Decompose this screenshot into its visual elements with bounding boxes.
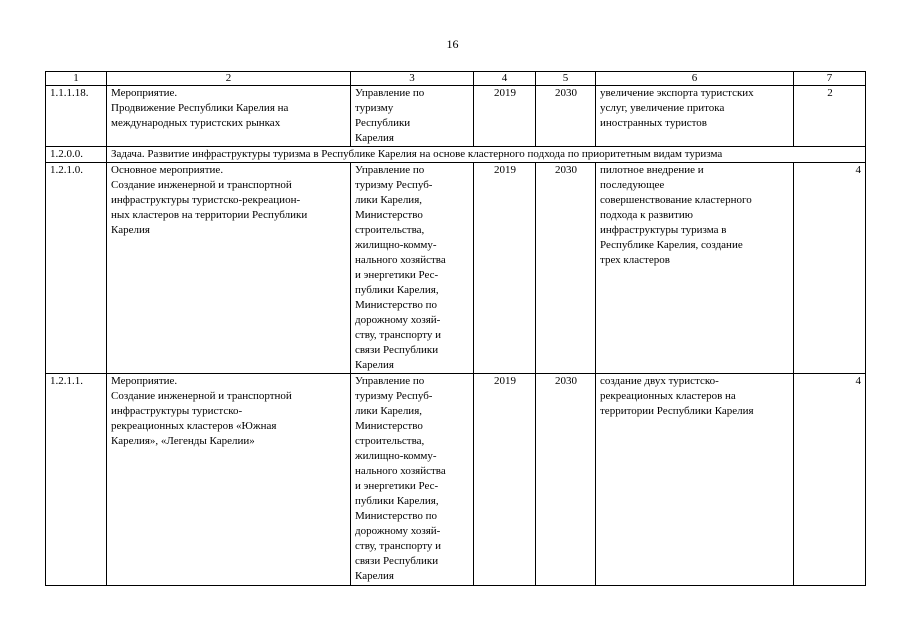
executor-line: Министерство по — [355, 510, 437, 522]
executor-line: жилищно-комму- — [355, 239, 437, 251]
result-line: рекреационных кластеров на — [600, 390, 736, 402]
name-line: Мероприятие. — [111, 87, 178, 99]
table-row — [46, 374, 866, 586]
result-line: совершенствование кластерного — [600, 194, 752, 206]
executor-line: ству, транспорту и — [355, 540, 442, 552]
executor-line: туризму — [355, 102, 394, 114]
executor-line: Республики — [355, 117, 411, 129]
executor-line: и энергетики Рес- — [355, 480, 439, 492]
executor-line: связи Республики — [355, 555, 439, 567]
row-name — [107, 86, 351, 147]
executor-line: туризму Респуб- — [355, 179, 433, 191]
executor-line: туризму Респуб- — [355, 390, 433, 402]
header-cell: 5 — [536, 72, 596, 86]
name-line: международных туристских рынках — [111, 117, 281, 129]
page-number: 16 — [446, 37, 459, 51]
executor-line: нального хозяйства — [355, 254, 446, 266]
executor-line: лики Карелия, — [355, 194, 422, 206]
header-cell: 1 — [46, 72, 107, 86]
result-line: трех кластеров — [600, 254, 670, 266]
table-row — [46, 163, 866, 374]
name-line: Продвижение Республики Карелия на — [111, 102, 289, 114]
executor-line: и энергетики Рес- — [355, 269, 439, 281]
executor-line: строительства, — [355, 435, 425, 447]
executor-line: дорожному хозяй- — [355, 525, 441, 537]
row-start-year: 2019 — [474, 374, 536, 586]
program-table — [45, 71, 866, 586]
executor-line: дорожному хозяй- — [355, 314, 441, 326]
row-code: 1.1.1.18. — [46, 86, 107, 147]
result-line: подхода к развитию — [600, 209, 693, 221]
row-start-year: 2019 — [474, 86, 536, 147]
row-code: 1.2.0.0. — [46, 147, 107, 163]
executor-line: публики Карелия, — [355, 495, 439, 507]
row-indicator: 2 — [794, 86, 866, 147]
executor-line: Управление по — [355, 87, 425, 99]
row-result — [596, 86, 794, 147]
header-cell: 7 — [794, 72, 866, 86]
result-line: пилотное внедрение и — [600, 164, 704, 176]
row-end-year: 2030 — [536, 374, 596, 586]
row-start-year: 2019 — [474, 163, 536, 374]
result-line: иностранных туристов — [600, 117, 707, 129]
executor-line: связи Республики — [355, 344, 439, 356]
executor-line: Карелия — [355, 570, 394, 582]
result-line: территории Республики Карелия — [600, 405, 754, 417]
row-code: 1.2.1.0. — [46, 163, 107, 374]
header-cell: 6 — [596, 72, 794, 86]
table-header-row — [46, 72, 866, 86]
task-title: Задача. Развитие инфраструктуры туризма в Республике Карелия на основе кластерного подхода по приоритетным видам туризма — [107, 147, 866, 163]
row-result — [596, 163, 794, 374]
row-end-year: 2030 — [536, 86, 596, 147]
executor-line: Министерство по — [355, 299, 437, 311]
executor-line: Министерство — [355, 209, 423, 221]
name-line: инфраструктуры туристско- — [111, 405, 243, 417]
header-cell: 3 — [351, 72, 474, 86]
result-line: инфраструктуры туризма в — [600, 224, 727, 236]
row-name — [107, 163, 351, 374]
row-result — [596, 374, 794, 586]
executor-line: Министерство — [355, 420, 423, 432]
result-line: увеличение экспорта туристских — [600, 87, 754, 99]
name-line: рекреационных кластеров «Южная — [111, 420, 277, 432]
executor-line: нального хозяйства — [355, 465, 446, 477]
executor-line: Управление по — [355, 164, 425, 176]
header-cell: 2 — [107, 72, 351, 86]
result-line: создание двух туристско- — [600, 375, 719, 387]
name-line: Карелия — [111, 224, 150, 236]
name-line: ных кластеров на территории Республики — [111, 209, 308, 221]
row-code: 1.2.1.1. — [46, 374, 107, 586]
executor-line: публики Карелия, — [355, 284, 439, 296]
task-row — [46, 147, 866, 163]
name-line: инфраструктуры туристско-рекреацион- — [111, 194, 301, 206]
result-line: последующее — [600, 179, 665, 191]
header-cell: 4 — [474, 72, 536, 86]
name-line: Создание инженерной и транспортной — [111, 179, 292, 191]
executor-line: строительства, — [355, 224, 425, 236]
row-indicator: 4 — [794, 163, 866, 374]
name-line: Основное мероприятие. — [111, 164, 224, 176]
name-line: Карелия», «Легенды Карелии» — [111, 435, 255, 447]
row-name — [107, 374, 351, 586]
executor-line: Карелия — [355, 132, 394, 144]
name-line: Создание инженерной и транспортной — [111, 390, 292, 402]
executor-line: ству, транспорту и — [355, 329, 442, 341]
result-line: услуг, увеличение притока — [600, 102, 725, 114]
row-executor — [351, 163, 474, 374]
row-indicator: 4 — [794, 374, 866, 586]
result-line: Республике Карелия, создание — [600, 239, 743, 251]
row-executor — [351, 374, 474, 586]
name-line: Мероприятие. — [111, 375, 178, 387]
executor-line: лики Карелия, — [355, 405, 422, 417]
executor-line: Управление по — [355, 375, 425, 387]
row-executor — [351, 86, 474, 147]
table-row — [46, 86, 866, 147]
executor-line: жилищно-комму- — [355, 450, 437, 462]
row-end-year: 2030 — [536, 163, 596, 374]
executor-line: Карелия — [355, 359, 394, 371]
